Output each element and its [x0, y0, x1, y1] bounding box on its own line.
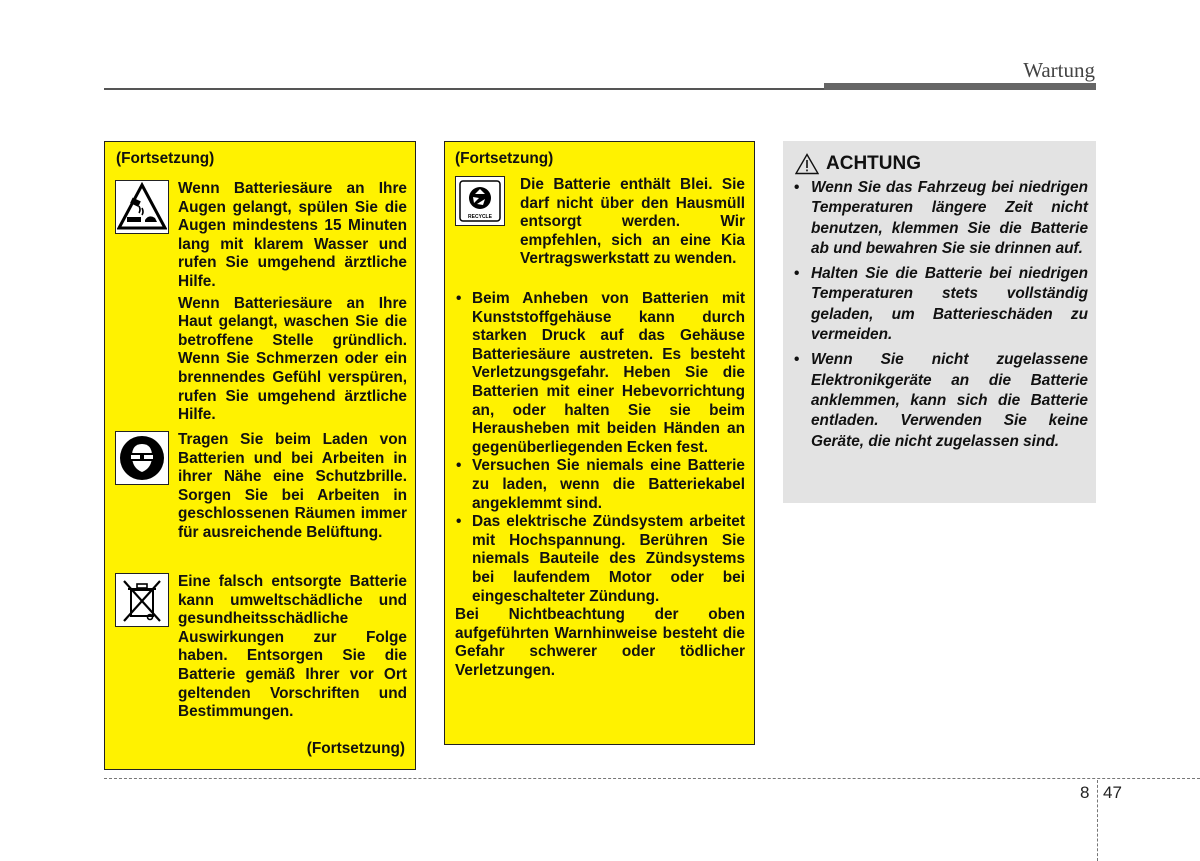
recycle-label: RECYCLE: [468, 214, 492, 220]
list-item: • Beim Anheben von Batterien mit Kunststoffgehäuse kann durch starken Druck auf das Gehäuse Batteriesäure austreten. Es besteht Verletzungsgefahr. Heben Sie die Batterien mit einer Hebevorrichtung an, oder halten Sie sie beim Herausheben mit beiden Händen an gegenüberliegenden Ecken fest.: [455, 290, 745, 457]
list-item: • Halten Sie die Batterie bei niedrigen Temperaturen stets vollständig geladen, um Batterieschäden zu vermeiden.: [793, 264, 1088, 345]
eye-protection-icon: [115, 431, 169, 485]
warning-triangle-icon: [795, 153, 819, 175]
caution-list: [793, 178, 1088, 457]
acid-eyes-text: Wenn Batteriesäure an Ihre Augen gelangt, spülen Sie die Augen mindestens 15 Minuten lang mit klarem Wasser und rufen Sie umgehend ärztliche Hilfe.: [178, 180, 407, 290]
battery-recycle-icon: [455, 176, 505, 226]
disposal-section: [115, 573, 407, 743]
panel-heading: (Fortsetzung): [455, 150, 554, 167]
list-item: • Versuchen Sie niemals eine Batterie zu laden, wenn die Batteriekabel angeklemmt sind.: [455, 457, 745, 513]
battery-warning-panel-2: [444, 141, 755, 745]
footer-rule: [104, 778, 1200, 779]
lead-content-section: [455, 176, 745, 286]
eye-protection-section: [115, 431, 407, 561]
footer-divider: [1097, 780, 1098, 861]
acid-burn-warning-icon: [115, 180, 169, 234]
acid-skin-text: Wenn Batteriesäure an Ihre Haut gelangt, waschen Sie die betroffene Stelle gründlich. Wenn Sie Schmerzen oder ein brennendes Gefühl verspüren, rufen Sie umgehend ärztliche Hilfe.: [178, 294, 407, 424]
header-rule-accent: [824, 83, 1096, 90]
page-number: 47: [1103, 783, 1122, 802]
caution-title: ACHTUNG: [826, 153, 921, 174]
disposal-text: Eine falsch entsorgte Batterie kann umweltschädliche und gesundheitsschädliche Auswirkungen zur Folge haben. Entsorgen Sie die Batterie gemäß Ihrer vor Ort geltenden Vorschriften und Bestimmungen.: [178, 573, 407, 721]
acid-warning-section: [115, 180, 407, 424]
crossed-out-wheelie-bin-icon: [115, 573, 169, 627]
list-item: • Wenn Sie das Fahrzeug bei niedrigen Temperaturen längere Zeit nicht benutzen, klemmen Sie die Batterie ab und bewahren Sie sie drinnen auf.: [793, 178, 1088, 259]
panel-heading: (Fortsetzung): [116, 150, 215, 167]
closing-text: Bei Nichtbeachtung der oben aufgeführten Warnhinweise besteht die Gefahr schwerer oder tödlicher Verletzungen.: [455, 606, 745, 679]
list-item: • Wenn Sie nicht zugelassene Elektronikgeräte an die Batterie anklemmen, kann sich die Batterie entladen. Verwenden Sie keine Geräte, die nicht zugelassen sind.: [793, 350, 1088, 451]
warning-list: [455, 290, 745, 606]
eye-protection-text: Tragen Sie beim Laden von Batterien und bei Arbeiten in ihrer Nähe eine Schutzbrille. Sorgen Sie bei Arbeiten in geschlossenen Räumen immer für ausreichende Belüftung.: [178, 431, 407, 541]
chapter-number: 8: [1080, 783, 1090, 802]
list-item: • Das elektrische Zündsystem arbeitet mit Hochspannung. Berühren Sie niemals Bauteile des Zündsystems bei laufendem Motor oder bei eingeschalteter Zündung.: [455, 513, 745, 606]
continued-label: (Fortsetzung): [306, 740, 405, 757]
caution-box: [783, 141, 1096, 503]
section-title: Wartung: [1023, 58, 1095, 82]
battery-warning-panel-1: [104, 141, 416, 770]
lead-lead-text: Die Batterie enthält Blei. Sie darf nicht über den Hausmüll entsorgt werden. Wir empfehlen, sich an eine Kia Vertragswerkstatt zu wenden.: [520, 176, 745, 268]
caution-heading: [795, 153, 921, 175]
